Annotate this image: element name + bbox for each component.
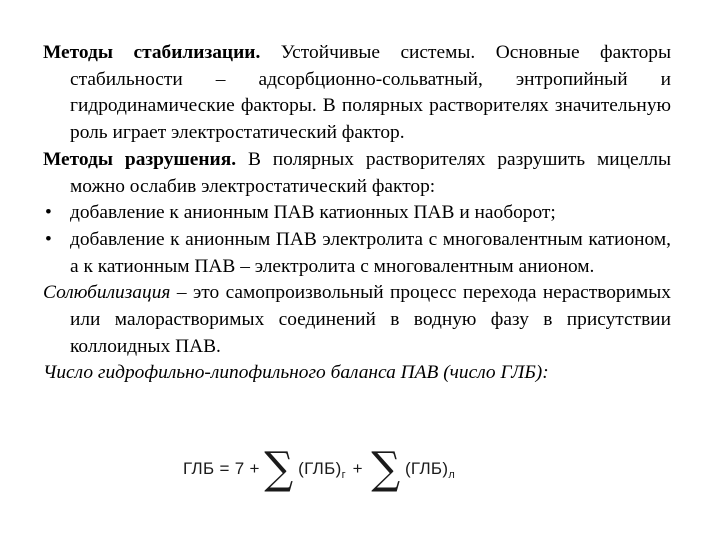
sum-symbol: ∑: [370, 443, 400, 494]
formula-term-hydrophilic: (ГЛБ): [298, 459, 342, 478]
formula-subscript-hydrophilic: г: [341, 469, 346, 481]
bullet-item: [43, 200, 671, 227]
paragraph-hlb: Число гидрофильно-липофильного баланса ПАВ (число ГЛБ):: [43, 362, 549, 384]
bullet-text: добавление к анионным ПАВ электролита с многовалентным катионом, а к катионным ПАВ – электролита с многовалентным анионом.: [70, 228, 671, 277]
destruction-text: В полярных растворителях разрушить мицеллы можно ослабив электростатический фактор:: [70, 148, 671, 197]
slide-text: [43, 40, 671, 387]
paragraph-solubilization: [43, 280, 671, 360]
bullet-marker: •: [45, 202, 52, 224]
solubilization-text: – это самопроизвольный процесс перехода нерастворимых или малорастворимых соединений в водную фазу в присутствии коллоидных ПАВ.: [70, 282, 671, 357]
paragraph-stabilization: [43, 40, 671, 147]
heading-solubilization: Солюбилизация: [43, 282, 171, 304]
formula-subscript-lipophilic: л: [448, 469, 455, 481]
sum-symbol: ∑: [264, 443, 293, 494]
bullet-text: добавление к анионным ПАВ катионных ПАВ и наоборот;: [70, 202, 556, 224]
formula-term-lipophilic: (ГЛБ): [404, 459, 449, 478]
stabilization-text: Устойчивые системы. Основные факторы стабильности – адсорбционно-сольватный, энтропийный и гидродинамические факторы. В полярных растворителях значительную роль играет электростатический фактор.: [70, 42, 671, 144]
bullet-item: [43, 227, 671, 280]
hlb-formula: [183, 443, 458, 494]
formula-lhs: ГЛБ = 7 +: [183, 459, 260, 478]
heading-destruction: Методы разрушения.: [43, 148, 237, 170]
paragraph-destruction: [43, 147, 671, 200]
heading-stabilization: Методы стабилизации.: [43, 42, 261, 63]
bullet-marker: •: [45, 228, 52, 250]
formula-plus: +: [352, 459, 363, 478]
